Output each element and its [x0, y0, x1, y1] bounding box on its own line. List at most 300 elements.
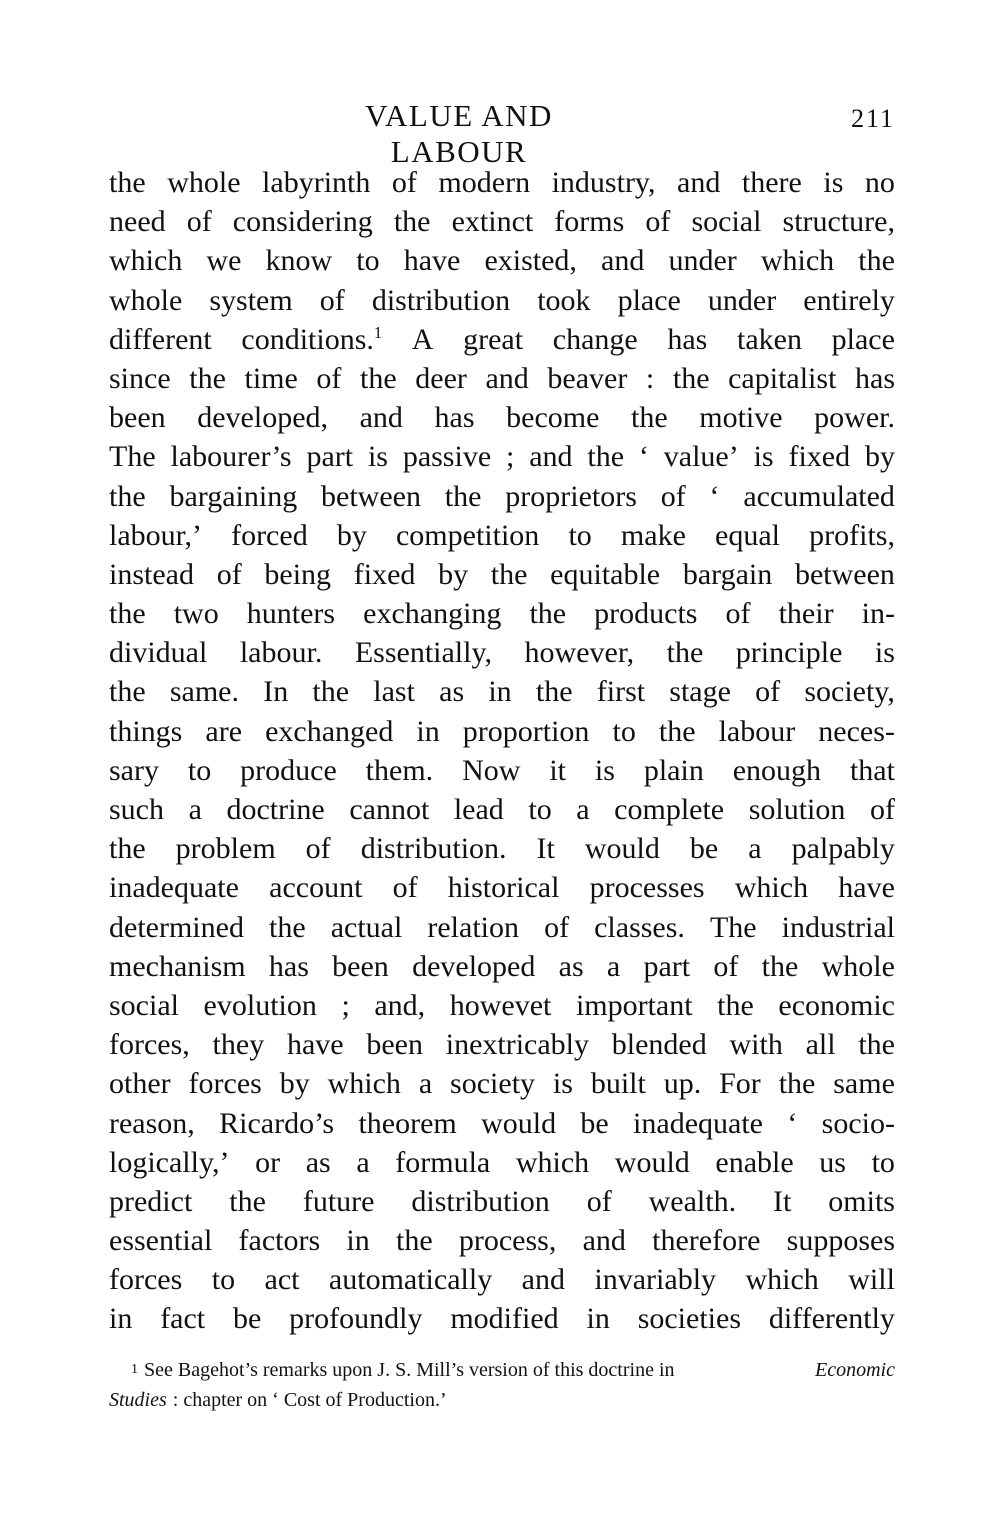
- word: essential: [109, 1224, 213, 1258]
- page-number: 211: [850, 104, 895, 133]
- word: of: [755, 675, 781, 709]
- word: by: [438, 557, 469, 591]
- word: ‘: [638, 440, 649, 474]
- word: which: [515, 1145, 590, 1179]
- word: by: [864, 440, 895, 474]
- word: has: [434, 401, 475, 435]
- word: which: [745, 1263, 819, 1297]
- word: a: [748, 832, 762, 866]
- word: whole: [109, 283, 183, 317]
- word: proprietors: [505, 479, 637, 513]
- word: and: [521, 1263, 565, 1297]
- word: wealth.: [648, 1184, 737, 1218]
- word: profoundly: [289, 1302, 423, 1336]
- word: omits: [828, 1184, 895, 1218]
- word: to: [612, 714, 636, 748]
- word: the: [109, 675, 146, 709]
- word: such: [109, 793, 164, 826]
- word: have: [838, 871, 895, 905]
- word: of: [319, 283, 345, 317]
- word: neces-: [818, 714, 895, 748]
- word: the: [109, 166, 146, 199]
- word: It: [773, 1184, 792, 1218]
- word: stage: [669, 675, 731, 709]
- text-line: [109, 1221, 895, 1260]
- word: entirely: [803, 283, 895, 317]
- word: problem: [175, 832, 276, 866]
- word: For: [719, 1067, 761, 1101]
- text-line: [109, 712, 895, 751]
- word: in: [109, 1302, 133, 1336]
- word: have: [286, 1028, 344, 1062]
- text-line: [109, 594, 895, 633]
- word: ‘: [709, 479, 720, 513]
- word: need: [109, 205, 166, 239]
- word: is: [552, 1067, 573, 1101]
- word: or: [255, 1145, 281, 1179]
- word: fact: [160, 1302, 206, 1336]
- word: is: [594, 753, 615, 787]
- word: which: [327, 1067, 401, 1101]
- word: account: [269, 871, 363, 905]
- text-line: [109, 1260, 895, 1299]
- word: taken: [737, 322, 802, 356]
- word: structure,: [782, 205, 895, 239]
- word: distribution: [371, 283, 511, 317]
- word: the: [393, 205, 431, 239]
- word: and: [529, 440, 573, 474]
- word: have: [403, 244, 461, 278]
- word: and: [582, 1224, 626, 1258]
- word: evolution: [203, 988, 317, 1022]
- word: passive: [402, 440, 492, 474]
- word: automatically: [328, 1263, 493, 1297]
- word: in: [488, 675, 512, 709]
- word: competition: [395, 518, 540, 552]
- word: invariably: [594, 1263, 717, 1297]
- word: however,: [524, 636, 635, 670]
- word: as: [439, 675, 465, 709]
- text-line: [109, 1299, 895, 1338]
- word: the: [778, 1067, 816, 1101]
- word: become: [506, 401, 600, 435]
- word: exchanged: [265, 714, 394, 748]
- word: ;: [506, 440, 515, 474]
- word: complete: [614, 793, 725, 826]
- word: formula: [395, 1145, 491, 1179]
- word: bargaining: [169, 479, 298, 513]
- word: in: [586, 1302, 610, 1336]
- word: sary: [109, 753, 159, 787]
- word: would: [481, 1106, 557, 1140]
- word: the: [658, 714, 696, 748]
- word: conditions.$^1$: [241, 322, 383, 356]
- word: under: [668, 244, 737, 278]
- word: power.: [814, 401, 895, 435]
- word: proportion: [462, 714, 590, 748]
- word: of: [869, 793, 895, 826]
- text-line: [109, 1182, 895, 1221]
- word: would: [614, 1145, 690, 1179]
- word: been: [332, 949, 389, 983]
- word: value’: [663, 440, 739, 474]
- text-line: [109, 1064, 895, 1103]
- word: to: [356, 244, 380, 278]
- word: exchanging: [363, 597, 502, 631]
- word: of: [544, 910, 570, 944]
- footnotes: [109, 1355, 895, 1415]
- word: in: [416, 714, 440, 748]
- word: which: [109, 244, 183, 278]
- word: no: [864, 166, 895, 199]
- word: which: [734, 871, 809, 905]
- word: of: [392, 871, 418, 905]
- word: fixed: [788, 440, 851, 474]
- text-line: [109, 477, 895, 516]
- word: of: [316, 361, 342, 395]
- word: they: [212, 1028, 265, 1062]
- text-line: [109, 516, 895, 555]
- word: would: [584, 832, 660, 866]
- word: The: [709, 910, 757, 944]
- text-line: [109, 202, 895, 241]
- word: of: [725, 597, 751, 631]
- word: inadequate: [109, 871, 239, 905]
- word: is: [823, 166, 844, 199]
- word: as: [558, 949, 584, 983]
- word: cannot: [349, 793, 430, 826]
- word: of: [305, 832, 331, 866]
- word: their: [778, 597, 834, 631]
- word: solution: [748, 793, 846, 826]
- word: future: [302, 1184, 375, 1218]
- word: society,: [804, 675, 895, 709]
- word: society: [450, 1067, 536, 1101]
- word: therefore: [652, 1224, 761, 1258]
- word: developed: [412, 949, 536, 983]
- word: capitalist: [728, 361, 837, 395]
- word: the: [109, 479, 146, 513]
- word: being: [264, 557, 332, 591]
- word: make: [620, 518, 686, 552]
- word: accumulated: [743, 479, 895, 513]
- word: modified: [450, 1302, 559, 1336]
- word: the: [269, 910, 306, 944]
- word: them.: [365, 753, 434, 787]
- word: forces: [109, 1263, 183, 1297]
- word: the: [109, 597, 146, 631]
- running-head: [109, 98, 895, 169]
- word: all: [805, 1028, 836, 1062]
- word: process,: [458, 1224, 557, 1258]
- word: inextricably: [445, 1028, 590, 1062]
- word: there: [741, 166, 802, 199]
- word: whole: [167, 166, 241, 199]
- word: built: [590, 1067, 646, 1101]
- word: factors: [238, 1224, 321, 1258]
- word: labourer’s: [170, 440, 292, 474]
- word: took: [537, 283, 591, 317]
- word: by: [336, 518, 367, 552]
- word: of: [186, 205, 212, 239]
- word: supposes: [786, 1224, 895, 1258]
- word: time: [244, 361, 298, 395]
- text-line: [109, 868, 895, 907]
- word: change: [552, 322, 638, 356]
- text-line: [109, 163, 895, 202]
- word: the: [672, 361, 710, 395]
- word: a: [418, 1067, 433, 1101]
- word: be: [233, 1302, 262, 1336]
- word: forces,: [109, 1028, 190, 1062]
- word: part: [643, 949, 691, 983]
- word: same.: [169, 675, 239, 709]
- word: first: [596, 675, 646, 709]
- word: and,: [374, 988, 426, 1022]
- word: to: [568, 518, 592, 552]
- word: logically,’: [109, 1145, 230, 1179]
- footnote-book-title: Studies: [109, 1389, 167, 1411]
- word: under: [707, 283, 777, 317]
- word: equal: [715, 518, 780, 552]
- text-line: [109, 908, 895, 947]
- text-line: [109, 790, 895, 829]
- word: industry,: [551, 166, 656, 199]
- word: inadequate: [633, 1106, 763, 1140]
- word: existed,: [484, 244, 577, 278]
- word: distribution: [411, 1184, 550, 1218]
- word: Ricardo’s: [219, 1106, 335, 1140]
- word: has: [268, 949, 309, 983]
- word: produce: [240, 753, 337, 787]
- word: a: [188, 793, 202, 826]
- text-line: [109, 633, 895, 672]
- word: the: [631, 401, 668, 435]
- word: the: [761, 949, 799, 983]
- word: and: [485, 361, 529, 395]
- word: blended: [611, 1028, 707, 1062]
- word: differently: [768, 1302, 895, 1336]
- word: be: [689, 832, 719, 866]
- word: enough: [732, 753, 822, 787]
- word: It: [536, 832, 555, 866]
- word: to: [528, 793, 552, 826]
- word: forms: [554, 205, 625, 239]
- word: whole: [821, 949, 895, 983]
- word: between: [321, 479, 421, 513]
- word: instead: [109, 557, 194, 591]
- word: that: [849, 753, 895, 787]
- text-line: [109, 751, 895, 790]
- footnote-text-part: : chapter on ‘ Cost of Production.’: [172, 1389, 447, 1411]
- word: principle: [735, 636, 843, 670]
- word: system: [209, 283, 293, 317]
- word: products: [594, 597, 698, 631]
- word: doctrine: [226, 793, 325, 826]
- word: the: [535, 675, 573, 709]
- word: actual: [330, 910, 403, 944]
- word: enable: [715, 1145, 794, 1179]
- word: the: [395, 1224, 433, 1258]
- word: in-: [861, 597, 895, 631]
- text-line: [109, 281, 895, 320]
- text-line: [109, 672, 895, 711]
- word: bargain: [682, 557, 773, 591]
- word: and: [359, 401, 403, 435]
- word: distribution.: [360, 832, 507, 866]
- word: the: [717, 988, 754, 1022]
- word: to: [871, 1145, 895, 1179]
- word: relation: [427, 910, 520, 944]
- word: the: [229, 1184, 266, 1218]
- word: to: [187, 753, 212, 787]
- word: the: [529, 597, 567, 631]
- word: labyrinth: [262, 166, 371, 199]
- word: considering: [232, 205, 373, 239]
- word: forces: [188, 1067, 262, 1101]
- word: reason,: [109, 1106, 195, 1140]
- word: of: [391, 166, 417, 199]
- word: the: [189, 361, 226, 395]
- footnote-marker: 1: [131, 1362, 138, 1377]
- word: of: [645, 205, 671, 239]
- word: A: [411, 322, 434, 356]
- word: social: [109, 988, 179, 1022]
- word: to: [211, 1263, 236, 1297]
- word: ‘: [787, 1106, 798, 1140]
- footnote-text-part: See Bagehot’s remarks upon J. S. Mill’s version of this doctrine in: [144, 1359, 675, 1381]
- word: are: [205, 714, 243, 748]
- word: modern: [438, 166, 531, 199]
- word: as: [305, 1145, 331, 1179]
- word: with: [729, 1028, 783, 1062]
- word: has: [855, 361, 895, 395]
- word: will: [848, 1263, 895, 1297]
- word: predict: [109, 1184, 193, 1218]
- running-title: VALUE AND LABOUR: [365, 98, 553, 169]
- word: been: [109, 401, 166, 435]
- word: dividual: [109, 636, 208, 670]
- word: the: [587, 440, 625, 474]
- word: up.: [663, 1067, 702, 1101]
- word: economic: [778, 988, 895, 1022]
- word: other: [109, 1067, 171, 1101]
- word: a: [606, 949, 621, 983]
- text-line: [109, 986, 895, 1025]
- word: lead: [453, 793, 504, 826]
- word: :: [645, 361, 655, 395]
- word: the: [360, 361, 397, 395]
- word: has: [667, 322, 708, 356]
- footnote-book-title: Economic: [815, 1359, 895, 1381]
- text-line: [109, 359, 895, 398]
- word: of: [216, 557, 242, 591]
- text-line: [109, 1104, 895, 1143]
- word: part: [306, 440, 354, 474]
- word: processes: [589, 871, 705, 905]
- text-line: [109, 320, 895, 359]
- word: the: [858, 1028, 895, 1062]
- word: beaver: [547, 361, 628, 395]
- text-line: [109, 829, 895, 868]
- word: same: [833, 1067, 895, 1101]
- word: since: [109, 361, 171, 395]
- text-line: [109, 241, 895, 280]
- word: societies: [637, 1302, 741, 1336]
- word: forced: [231, 518, 308, 552]
- word: the: [312, 675, 350, 709]
- word: howevet: [449, 988, 552, 1022]
- word: a: [576, 793, 590, 826]
- word: Now: [462, 753, 521, 787]
- word: deer: [415, 361, 467, 395]
- word: a: [356, 1145, 370, 1179]
- word: and: [677, 166, 721, 199]
- word: last: [373, 675, 415, 709]
- word: theorem: [358, 1106, 457, 1140]
- word: labour,’: [109, 518, 202, 552]
- word: is: [753, 440, 774, 474]
- word: it: [549, 753, 566, 787]
- word: of: [586, 1184, 612, 1218]
- word: equitable: [550, 557, 661, 591]
- word: act: [264, 1263, 300, 1297]
- word: The: [109, 440, 156, 474]
- word: different: [109, 322, 212, 356]
- word: us: [819, 1145, 846, 1179]
- word: by: [279, 1067, 310, 1101]
- word: things: [109, 714, 183, 748]
- word: place: [831, 322, 895, 356]
- footnote-reference: 1: [373, 322, 383, 342]
- word: the: [666, 636, 704, 670]
- word: ;: [341, 988, 350, 1022]
- word: motive: [699, 401, 783, 435]
- word: mechanism: [109, 949, 246, 983]
- word: determined: [109, 910, 244, 944]
- word: and: [601, 244, 645, 278]
- word: labour: [718, 714, 796, 748]
- footnote-line: [109, 1385, 895, 1415]
- word: developed,: [197, 401, 329, 435]
- word: between: [794, 557, 895, 591]
- word: the: [444, 479, 482, 513]
- word: know: [265, 244, 333, 278]
- text-line: [109, 555, 895, 594]
- word: be: [580, 1106, 609, 1140]
- text-line: [109, 398, 895, 437]
- word: classes.: [594, 910, 685, 944]
- text-line: [109, 437, 895, 476]
- word: socio-: [821, 1106, 895, 1140]
- word: great: [463, 322, 524, 356]
- text-line: [109, 1025, 895, 1064]
- word: fixed: [353, 557, 416, 591]
- word: Essentially,: [354, 636, 493, 670]
- word: which: [760, 244, 835, 278]
- word: is: [367, 440, 388, 474]
- word: plain: [643, 753, 704, 787]
- footnote-text: [144, 1355, 895, 1385]
- word: we: [206, 244, 242, 278]
- word: palpably: [791, 832, 895, 866]
- word: industrial: [781, 910, 895, 944]
- word: extinct: [451, 205, 534, 239]
- text-line: [109, 947, 895, 986]
- footnote-line: [109, 1355, 895, 1385]
- word: place: [617, 283, 681, 317]
- word: social: [691, 205, 762, 239]
